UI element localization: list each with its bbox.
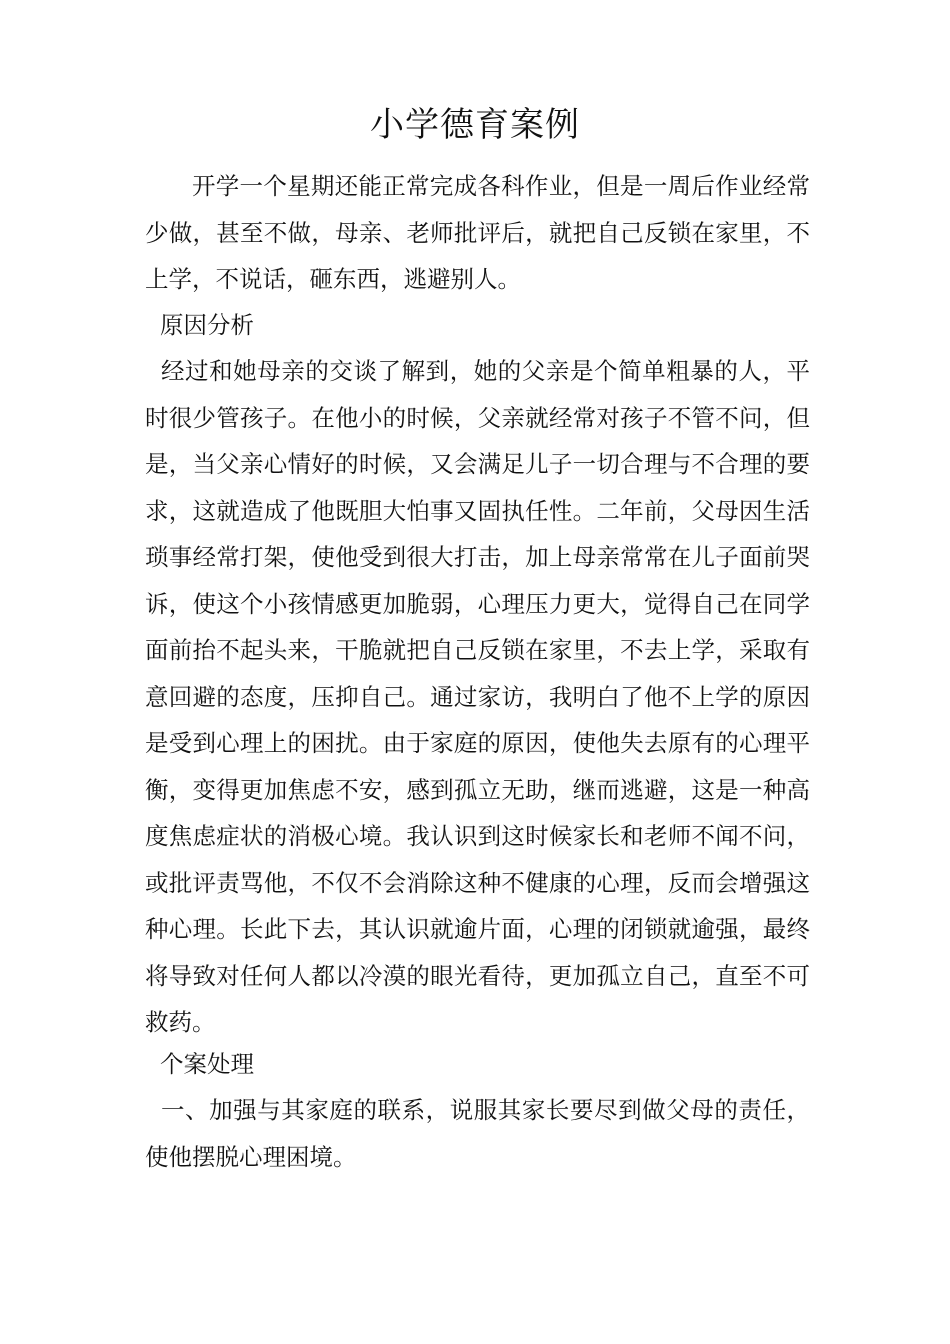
- document-title: 小学德育案例: [370, 105, 580, 145]
- handling-heading: 个案处理: [160, 1050, 254, 1078]
- cause-paragraph: 经过和她母亲的交谈了解到，她的父亲是个简单粗暴的人，平时很少管孩子。在他小的时候，父亲就经常对孩子不管不问，但是，当父亲心情好的时候，又会满足儿子一切合理与不合理的要求，这就造成了他既胆大怕事又固执任性。二年前，父母因生活琐事经常打架，使他受到很大打击，加上母亲常常在儿子面前哭诉，使这个小孩情感更加脆弱，心理压力更大，觉得自己在同学面前抬不起头来，干脆就把自己反锁在家里，不去上学，采取有意回避的态度，压抑自己。通过家访，我明白了他不上学的原因是受到心理上的困扰。由于家庭的原因，使他失去原有的心理平衡，变得更加焦虑不安，感到孤立无助，继而逃避，这是一种高度焦虑症状的消极心境。我认识到这时候家长和老师不闻不问，或批评责骂他，不仅不会消除这种不健康的心理，反而会增强这种心理。长此下去，其认识就逾片面，心理的闭锁就逾强，最终将导致对任何人都以冷漠的眼光看待，更加孤立自己，直至不可救药。: [145, 357, 810, 1036]
- intro-paragraph: 开学一个星期还能正常完成各科作业，但是一周后作业经常少做，甚至不做，母亲、老师批评后，就把自己反锁在家里，不上学，不说话，砸东西，逃避别人。: [145, 172, 810, 293]
- cause-heading: 原因分析: [160, 311, 254, 339]
- handling-paragraph: 一、加强与其家庭的联系，说服其家长要尽到做父母的责任，使他摆脱心理困境。: [145, 1096, 810, 1171]
